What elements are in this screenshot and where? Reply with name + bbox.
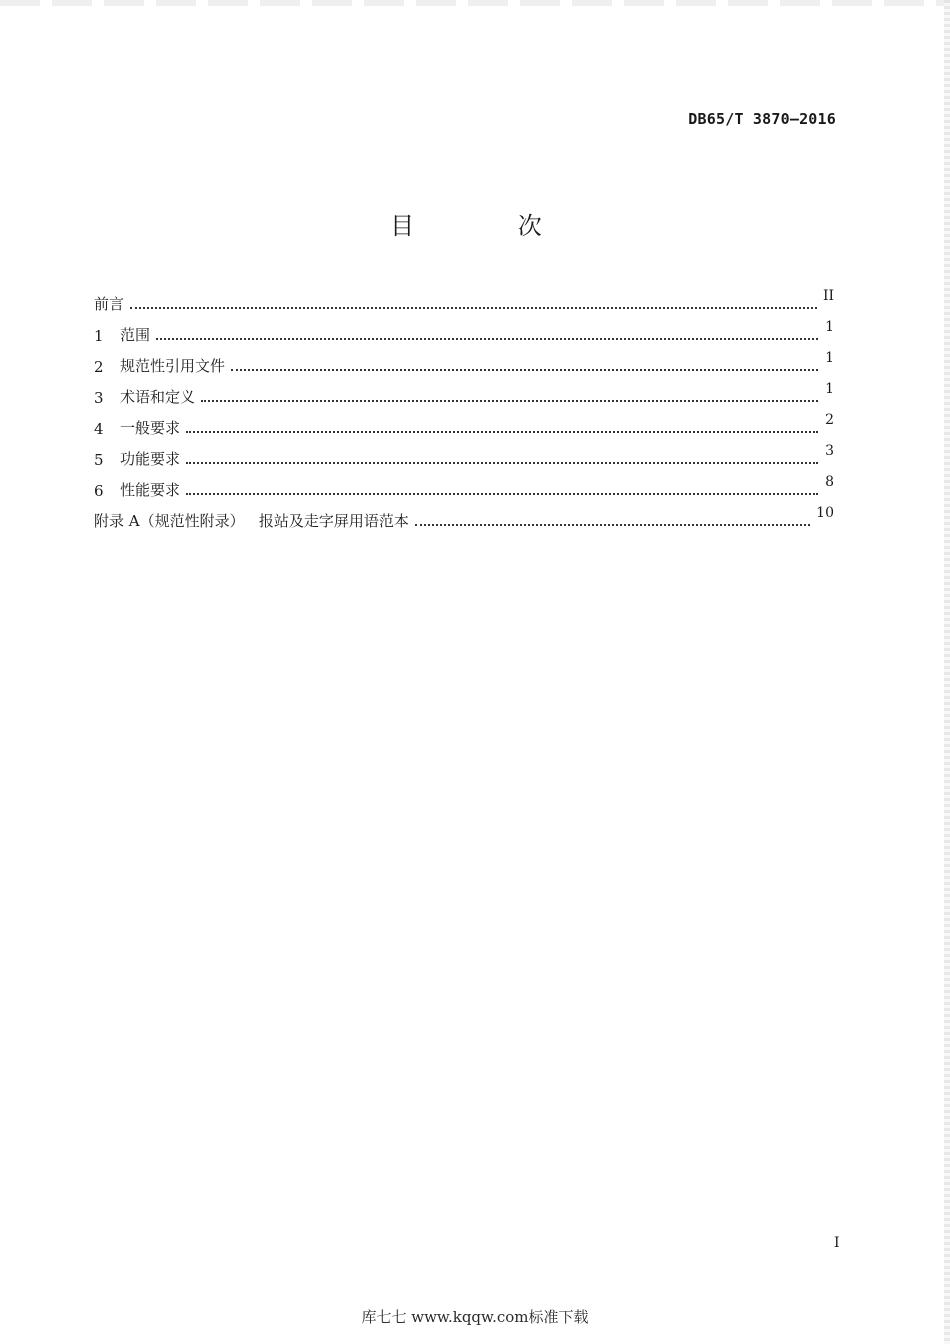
page-title: 目 次 [390, 212, 590, 240]
toc-entry-label: 规范性引用文件 [120, 357, 226, 375]
toc-leader-dots [186, 462, 818, 464]
toc-leader-dots [201, 400, 818, 402]
toc-entry-scope[interactable] [94, 314, 834, 345]
toc-leader-dots [186, 493, 818, 495]
toc-leader-dots [415, 524, 810, 526]
toc-entry-label: 功能要求 [120, 450, 181, 468]
toc-entry-label: 术语和定义 [120, 388, 196, 406]
toc-leader-dots [130, 307, 817, 309]
scan-edge-top [0, 0, 950, 6]
toc-entry-page: 8 [825, 474, 834, 490]
toc-entry-number: 5 [94, 451, 104, 469]
toc-entry-page: II [822, 288, 834, 304]
toc-entry-performance-requirements[interactable] [94, 469, 834, 500]
footer-watermark-text: 库七七 www.kqqw.com标准下载 [361, 1308, 589, 1326]
toc-entry-number: 6 [94, 482, 104, 500]
toc-entry-label: 范围 [120, 326, 151, 344]
page-number: I [834, 1235, 840, 1251]
toc-leader-dots [231, 369, 818, 371]
toc-entry-functional-requirements[interactable] [94, 438, 834, 469]
toc-entry-page: 2 [825, 412, 834, 428]
toc-leader-dots [186, 431, 818, 433]
toc-entry-label: 一般要求 [120, 419, 181, 437]
toc-entry-page: 10 [816, 505, 834, 521]
toc-entry-label: 性能要求 [120, 481, 181, 499]
toc-entry-label: 前言 [94, 295, 125, 313]
toc-entry-label: 附录 A（规范性附录） 报站及走字屏用语范本 [94, 512, 409, 530]
toc-entry-page: 1 [825, 381, 834, 397]
toc-leader-dots [156, 338, 818, 340]
toc-entry-terms-definitions[interactable] [94, 376, 834, 407]
toc-entry-page: 3 [825, 443, 834, 459]
scan-edge-right [944, 0, 950, 1344]
toc-entry-page: 1 [825, 319, 834, 335]
table-of-contents [94, 283, 834, 531]
toc-entry-annex-a[interactable] [94, 500, 834, 531]
toc-entry-number: 1 [94, 327, 104, 345]
toc-entry-foreword[interactable] [94, 283, 834, 314]
toc-entry-number: 2 [94, 358, 104, 376]
document-code: DB65/T 3870—2016 [688, 110, 836, 128]
toc-entry-number: 3 [94, 389, 104, 407]
toc-entry-general-requirements[interactable] [94, 407, 834, 438]
toc-entry-number: 4 [94, 420, 104, 438]
toc-entry-page: 1 [825, 350, 834, 366]
toc-entry-normative-references[interactable] [94, 345, 834, 376]
